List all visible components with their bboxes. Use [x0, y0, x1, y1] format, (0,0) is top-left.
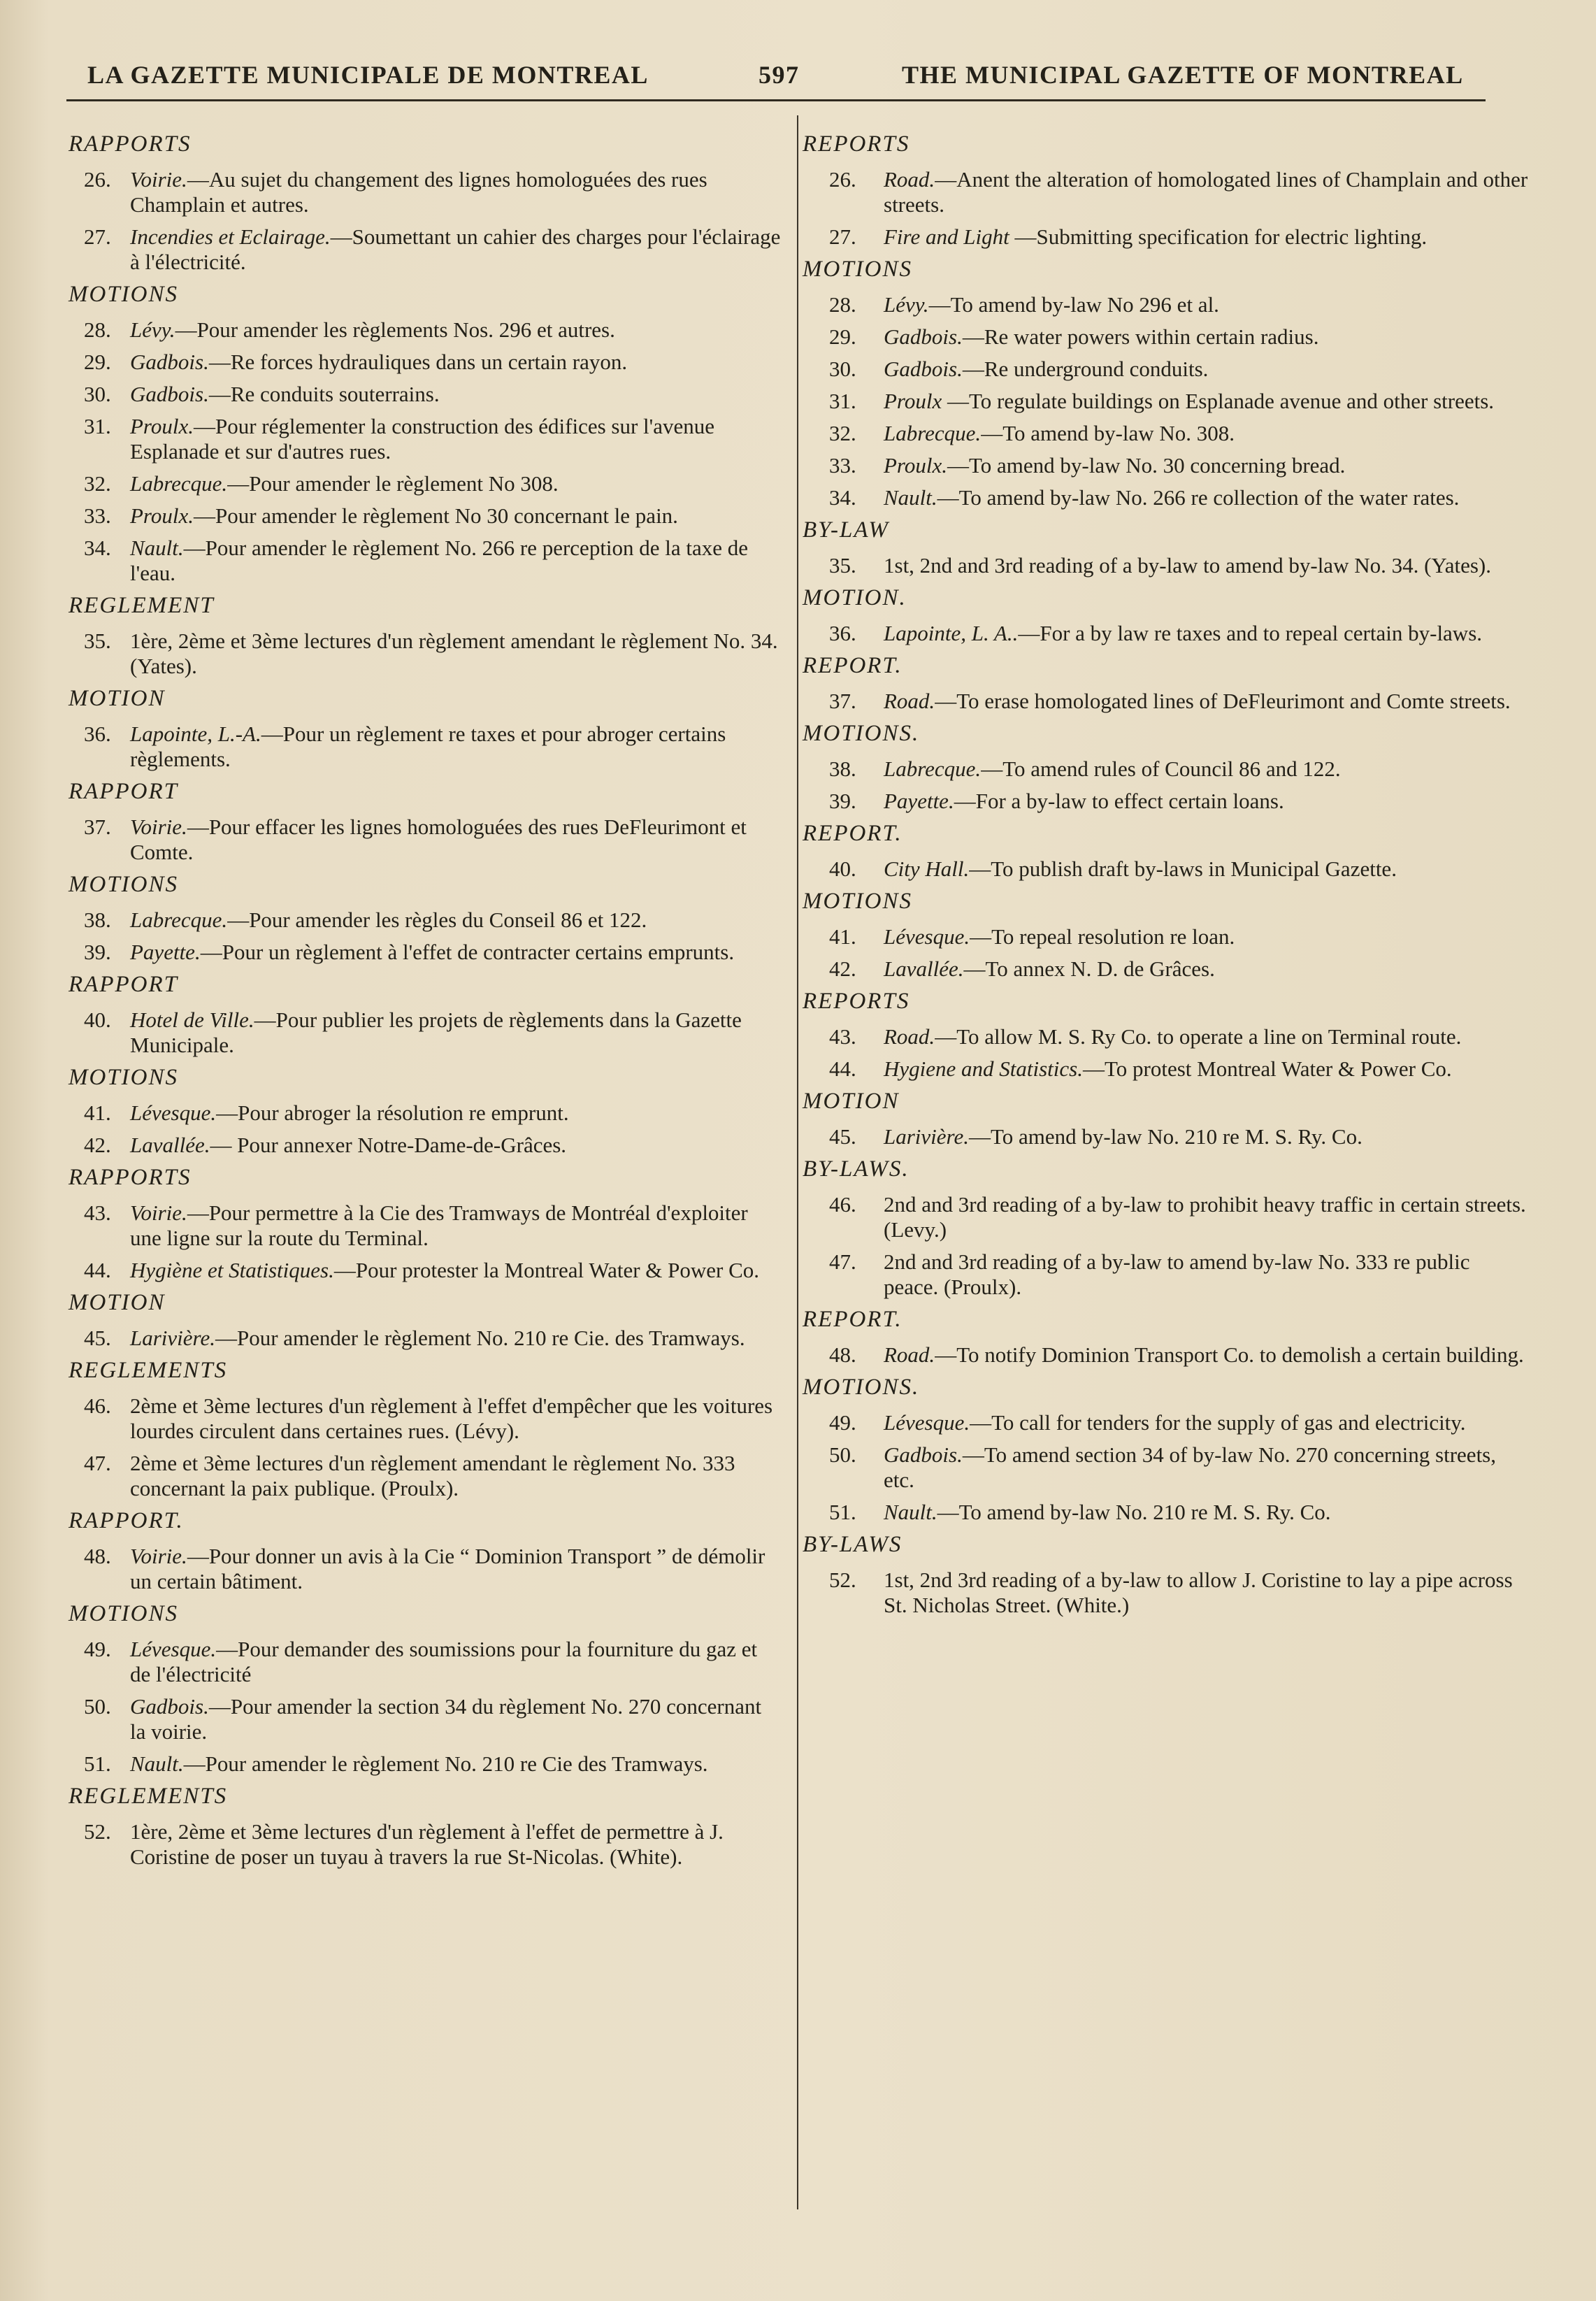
agenda-item: [69, 1694, 782, 1744]
item-number: 33.: [84, 503, 111, 528]
item-number: 44.: [84, 1258, 111, 1282]
item-subject: Gadbois.: [130, 382, 209, 406]
item-subject: Proulx.: [130, 503, 194, 528]
section-heading: MOTIONS: [803, 257, 913, 282]
section-heading: RAPPORT: [69, 779, 178, 804]
item-text: —To annex N. D. de Grâces.: [963, 956, 1215, 981]
agenda-item: [803, 292, 1530, 317]
item-text: —To notify Dominion Transport Co. to demolish a certain building.: [935, 1342, 1524, 1367]
section-heading: MOTIONS: [69, 872, 179, 897]
item-number: 34.: [84, 536, 111, 560]
section-heading: MOTIONS.: [803, 721, 920, 746]
item-number: 47.: [829, 1249, 856, 1274]
item-subject: Road.: [884, 689, 935, 713]
item-number: 40.: [84, 1008, 111, 1032]
item-number: 43.: [829, 1024, 856, 1049]
item-text: — Pour annexer Notre-Dame-de-Grâces.: [210, 1133, 567, 1157]
item-text: —To amend section 34 of by-law No. 270 concerning streets, etc.: [884, 1442, 1496, 1492]
item-text: —To amend by-law No. 308.: [981, 421, 1235, 445]
agenda-item: [803, 485, 1530, 510]
section-heading: RAPPORT: [69, 972, 178, 997]
agenda-item: [803, 1442, 1530, 1493]
item-text: —To amend by-law No. 266 re collection of the water rates.: [937, 485, 1460, 510]
page-number: 597: [759, 61, 800, 89]
item-number: 32.: [829, 421, 856, 445]
item-subject: Voirie.: [130, 815, 187, 839]
french-column: [69, 124, 782, 1877]
item-text: —Anent the alteration of homologated lines of Champlain and other streets.: [884, 167, 1528, 217]
agenda-item: [803, 689, 1530, 714]
item-text: 1st, 2nd 3rd reading of a by-law to allow J. Coristine to lay a pipe across St. Nicholas Street. (White.): [884, 1568, 1513, 1617]
item-number: 35.: [84, 629, 111, 653]
agenda-item: [69, 224, 782, 275]
item-number: 40.: [829, 856, 856, 881]
item-number: 52.: [829, 1568, 856, 1592]
section-heading: REPORT.: [803, 653, 903, 678]
item-number: 43.: [84, 1200, 111, 1225]
agenda-item: [803, 956, 1530, 982]
agenda-item: [803, 1568, 1530, 1618]
column-divider: [797, 115, 798, 2209]
agenda-item: [803, 357, 1530, 382]
item-text: —Pour amender le règlement No. 210 re Cie. des Tramways.: [215, 1326, 745, 1350]
item-text: —To erase homologated lines of DeFleurimont and Comte streets.: [935, 689, 1511, 713]
section-heading: REPORTS: [803, 989, 910, 1014]
item-text: —Au sujet du changement des lignes homologuées des rues Champlain et autres.: [130, 167, 707, 217]
item-subject: Incendies et Eclairage.: [130, 224, 331, 249]
item-number: 31.: [84, 414, 111, 438]
item-subject: Nault.: [884, 485, 937, 510]
item-text: —To call for tenders for the supply of gas and electricity.: [970, 1410, 1466, 1435]
agenda-item: [803, 1056, 1530, 1082]
item-number: 30.: [84, 382, 111, 406]
item-subject: Voirie.: [130, 1544, 187, 1568]
item-subject: Lavallée.: [130, 1133, 210, 1157]
item-subject: Road.: [884, 1024, 935, 1049]
item-text: 2nd and 3rd reading of a by-law to amend by-law No. 333 re public peace. (Proulx).: [884, 1249, 1470, 1299]
item-subject: Voirie.: [130, 1200, 187, 1225]
item-text: 2ème et 3ème lectures d'un règlement amendant le règlement No. 333 concernant la paix publique. (Proulx).: [130, 1451, 735, 1500]
item-subject: Gadbois.: [884, 1442, 963, 1467]
item-subject: Proulx.: [130, 414, 194, 438]
item-number: 42.: [829, 956, 856, 981]
agenda-item: [803, 757, 1530, 782]
item-number: 41.: [829, 924, 856, 949]
item-subject: Lavallée.: [884, 956, 964, 981]
agenda-item: [803, 924, 1530, 949]
english-title: THE MUNICIPAL GAZETTE OF MONTREAL: [902, 61, 1464, 89]
item-text: —Pour publier les projets de règlements dans la Gazette Municipale.: [130, 1008, 742, 1057]
section-heading: MOTIONS: [69, 1065, 179, 1090]
item-subject: Gadbois.: [884, 357, 963, 381]
agenda-item: [69, 471, 782, 496]
section-heading: MOTION: [803, 1089, 900, 1114]
item-subject: Lévy.: [130, 317, 175, 342]
section-heading: MOTION: [69, 686, 166, 711]
item-subject: Road.: [884, 1342, 935, 1367]
item-number: 28.: [84, 317, 111, 342]
agenda-item: [803, 1192, 1530, 1242]
agenda-item: [69, 1258, 782, 1283]
item-subject: Fire and Light: [884, 224, 1009, 249]
item-number: 48.: [829, 1342, 856, 1367]
agenda-item: [69, 1751, 782, 1777]
english-column: [803, 124, 1530, 1625]
item-text: —To repeal resolution re loan.: [970, 924, 1235, 949]
item-number: 49.: [829, 1410, 856, 1435]
item-text: —Pour amender le règlement No. 266 re perception de la taxe de l'eau.: [130, 536, 749, 585]
item-subject: Lévesque.: [884, 924, 970, 949]
item-text: —Pour donner un avis à la Cie “ Dominion Transport ” de démolir un certain bâtiment.: [130, 1544, 765, 1593]
item-text: 1ère, 2ème et 3ème lectures d'un règlement à l'effet de permettre à J. Coristine de poser un tuyau à travers la rue St-Nicolas. (White).: [130, 1819, 724, 1869]
agenda-item: [803, 421, 1530, 446]
item-subject: City Hall.: [884, 856, 970, 881]
item-number: 44.: [829, 1056, 856, 1081]
item-subject: Nault.: [130, 536, 184, 560]
item-text: —To regulate buildings on Esplanade avenue and other streets.: [942, 389, 1495, 413]
item-text: —Pour réglementer la construction des édifices sur l'avenue Esplanade et sur d'autres rues.: [130, 414, 715, 464]
item-number: 29.: [829, 324, 856, 349]
section-heading: MOTIONS: [803, 889, 913, 914]
item-text: —Pour permettre à la Cie des Tramways de Montréal d'exploiter une ligne sur la route du Terminal.: [130, 1200, 748, 1250]
section-heading: MOTIONS.: [803, 1375, 920, 1400]
agenda-item: [69, 414, 782, 464]
agenda-item: [69, 908, 782, 933]
agenda-item: [803, 621, 1530, 646]
item-text: —Pour amender les règles du Conseil 86 et 122.: [227, 908, 647, 932]
agenda-item: [69, 1819, 782, 1870]
page-header: [0, 0, 1596, 105]
item-text: 2ème et 3ème lectures d'un règlement à l'effet d'empêcher que les voitures lourdes circulent dans certaines rues. (Lévy).: [130, 1393, 773, 1443]
item-text: 1ère, 2ème et 3ème lectures d'un règlement amendant le règlement No. 34. (Yates).: [130, 629, 778, 678]
item-number: 51.: [829, 1500, 856, 1524]
section-heading: REPORT.: [803, 821, 903, 846]
agenda-item: [69, 1544, 782, 1594]
item-text: —Pour amender les règlements Nos. 296 et autres.: [175, 317, 615, 342]
section-heading: MOTION.: [803, 585, 907, 610]
agenda-item: [803, 389, 1530, 414]
item-number: 31.: [829, 389, 856, 413]
section-heading: RAPPORTS: [69, 131, 192, 157]
item-text: —Pour protester la Montreal Water & Power Co.: [333, 1258, 760, 1282]
agenda-item: [803, 167, 1530, 217]
item-subject: Hygiène et Statistiques.: [130, 1258, 334, 1282]
item-number: 39.: [829, 789, 856, 813]
agenda-item: [69, 1393, 782, 1444]
item-number: 39.: [84, 940, 111, 964]
item-number: 35.: [829, 553, 856, 578]
agenda-item: [803, 1124, 1530, 1149]
item-number: 36.: [829, 621, 856, 645]
header-rule: [66, 99, 1486, 101]
item-number: 46.: [84, 1393, 111, 1418]
item-number: 27.: [829, 224, 856, 249]
item-subject: Proulx.: [884, 453, 947, 478]
item-text: 2nd and 3rd reading of a by-law to prohibit heavy traffic in certain streets. (Levy.): [884, 1192, 1526, 1242]
item-text: —Re underground conduits.: [962, 357, 1209, 381]
item-subject: Labrecque.: [884, 421, 982, 445]
item-text: —To protest Montreal Water & Power Co.: [1082, 1056, 1452, 1081]
item-subject: Labrecque.: [884, 757, 982, 781]
item-number: 38.: [84, 908, 111, 932]
item-subject: Lévy.: [884, 292, 929, 317]
agenda-item: [803, 324, 1530, 350]
item-number: 32.: [84, 471, 111, 496]
item-number: 49.: [84, 1637, 111, 1661]
item-text: —Soumettant un cahier des charges pour l'éclairage à l'électricité.: [130, 224, 781, 274]
agenda-item: [803, 1500, 1530, 1525]
item-number: 26.: [829, 167, 856, 192]
section-heading: MOTIONS: [69, 1601, 179, 1626]
section-heading: REGLEMENTS: [69, 1784, 228, 1809]
item-subject: Lapointe, L.-A.: [130, 722, 261, 746]
item-text: —Pour demander des soumissions pour la fourniture du gaz et de l'électricité: [130, 1637, 758, 1686]
item-text: —Re water powers within certain radius.: [962, 324, 1319, 349]
item-text: —Pour effacer les lignes homologuées des rues DeFleurimont et Comte.: [130, 815, 747, 864]
item-subject: Gadbois.: [130, 350, 209, 374]
agenda-item: [69, 940, 782, 965]
agenda-item: [803, 1410, 1530, 1435]
agenda-item: [69, 167, 782, 217]
item-text: —Pour amender le règlement No. 210 re Cie des Tramways.: [183, 1751, 708, 1776]
item-number: 50.: [84, 1694, 111, 1719]
item-text: —To amend by-law No. 30 concerning bread.: [947, 453, 1346, 478]
item-subject: Labrecque.: [130, 471, 228, 496]
agenda-item: [69, 317, 782, 343]
section-heading: MOTION: [69, 1290, 166, 1315]
item-text: —Pour un règlement re taxes et pour abroger certains règlements.: [130, 722, 726, 771]
item-subject: Lévesque.: [130, 1101, 217, 1125]
item-number: 51.: [84, 1751, 111, 1776]
section-heading: REPORT.: [803, 1307, 903, 1332]
item-text: —Re forces hydrauliques dans un certain rayon.: [208, 350, 628, 374]
item-subject: Nault.: [130, 1751, 184, 1776]
item-subject: Proulx: [884, 389, 942, 413]
item-number: 42.: [84, 1133, 111, 1157]
item-text: —To amend by-law No. 210 re M. S. Ry. Co.: [968, 1124, 1363, 1149]
agenda-item: [803, 224, 1530, 250]
section-heading: REGLEMENTS: [69, 1358, 228, 1383]
item-subject: Lévesque.: [130, 1637, 217, 1661]
item-number: 28.: [829, 292, 856, 317]
agenda-item: [69, 536, 782, 586]
item-number: 38.: [829, 757, 856, 781]
item-text: —To amend by-law No 296 et al.: [928, 292, 1219, 317]
item-text: —Pour amender la section 34 du règlement No. 270 concernant la voirie.: [130, 1694, 762, 1744]
item-text: —Pour amender le règlement No 30 concernant le pain.: [193, 503, 678, 528]
item-number: 47.: [84, 1451, 111, 1475]
item-text: —To amend rules of Council 86 and 122.: [981, 757, 1341, 781]
item-text: —Submitting specification for electric lighting.: [1009, 224, 1428, 249]
agenda-item: [69, 1101, 782, 1126]
item-subject: Payette.: [884, 789, 954, 813]
item-text: —To publish draft by-laws in Municipal Gazette.: [969, 856, 1397, 881]
agenda-item: [803, 1024, 1530, 1049]
item-number: 27.: [84, 224, 111, 249]
item-text: —Re conduits souterrains.: [208, 382, 440, 406]
item-number: 41.: [84, 1101, 111, 1125]
item-number: 26.: [84, 167, 111, 192]
item-number: 36.: [84, 722, 111, 746]
agenda-item: [69, 1451, 782, 1501]
item-number: 29.: [84, 350, 111, 374]
item-subject: Nault.: [884, 1500, 937, 1524]
item-subject: Lapointe, L. A..: [884, 621, 1019, 645]
agenda-item: [69, 722, 782, 772]
agenda-item: [69, 1008, 782, 1058]
item-number: 52.: [84, 1819, 111, 1844]
section-heading: BY-LAW: [803, 517, 889, 543]
agenda-item: [803, 789, 1530, 814]
item-number: 37.: [84, 815, 111, 839]
agenda-item: [803, 856, 1530, 882]
item-subject: Larivière.: [884, 1124, 969, 1149]
item-subject: Larivière.: [130, 1326, 215, 1350]
agenda-item: [69, 1326, 782, 1351]
agenda-item: [69, 503, 782, 529]
section-heading: REGLEMENT: [69, 593, 215, 618]
item-text: —Pour abroger la résolution re emprunt.: [216, 1101, 569, 1125]
item-text: —For a by-law to effect certain loans.: [954, 789, 1284, 813]
section-heading: RAPPORTS: [69, 1165, 192, 1190]
agenda-item: [69, 629, 782, 679]
item-subject: Hygiene and Statistics.: [884, 1056, 1083, 1081]
section-heading: REPORTS: [803, 131, 910, 157]
item-text: —Pour un règlement à l'effet de contracter certains emprunts.: [200, 940, 735, 964]
agenda-item: [69, 1200, 782, 1251]
item-subject: Road.: [884, 167, 935, 192]
item-text: —To amend by-law No. 210 re M. S. Ry. Co.: [937, 1500, 1331, 1524]
section-heading: BY-LAWS.: [803, 1156, 910, 1182]
item-subject: Hotel de Ville.: [130, 1008, 254, 1032]
item-subject: Lévesque.: [884, 1410, 970, 1435]
agenda-item: [803, 1249, 1530, 1300]
item-text: —Pour amender le règlement No 308.: [227, 471, 559, 496]
section-heading: MOTIONS: [69, 282, 179, 307]
item-number: 50.: [829, 1442, 856, 1467]
item-number: 48.: [84, 1544, 111, 1568]
agenda-item: [803, 1342, 1530, 1368]
item-number: 34.: [829, 485, 856, 510]
item-number: 37.: [829, 689, 856, 713]
item-subject: Payette.: [130, 940, 201, 964]
item-number: 45.: [829, 1124, 856, 1149]
item-number: 33.: [829, 453, 856, 478]
agenda-item: [69, 350, 782, 375]
agenda-item: [69, 815, 782, 865]
item-subject: Voirie.: [130, 167, 187, 192]
agenda-item: [69, 1637, 782, 1687]
item-text: 1st, 2nd and 3rd reading of a by-law to amend by-law No. 34. (Yates).: [884, 553, 1491, 578]
item-subject: Labrecque.: [130, 908, 228, 932]
agenda-item: [69, 382, 782, 407]
section-heading: BY-LAWS: [803, 1532, 903, 1557]
agenda-item: [803, 453, 1530, 478]
french-title: LA GAZETTE MUNICIPALE DE MONTREAL: [87, 61, 649, 89]
item-text: —To allow M. S. Ry Co. to operate a line on Terminal route.: [935, 1024, 1462, 1049]
item-number: 46.: [829, 1192, 856, 1217]
item-number: 45.: [84, 1326, 111, 1350]
item-subject: Gadbois.: [130, 1694, 209, 1719]
item-subject: Gadbois.: [884, 324, 963, 349]
agenda-item: [803, 553, 1530, 578]
agenda-item: [69, 1133, 782, 1158]
item-text: —For a by law re taxes and to repeal certain by-laws.: [1018, 621, 1483, 645]
section-heading: RAPPORT.: [69, 1508, 184, 1533]
item-number: 30.: [829, 357, 856, 381]
